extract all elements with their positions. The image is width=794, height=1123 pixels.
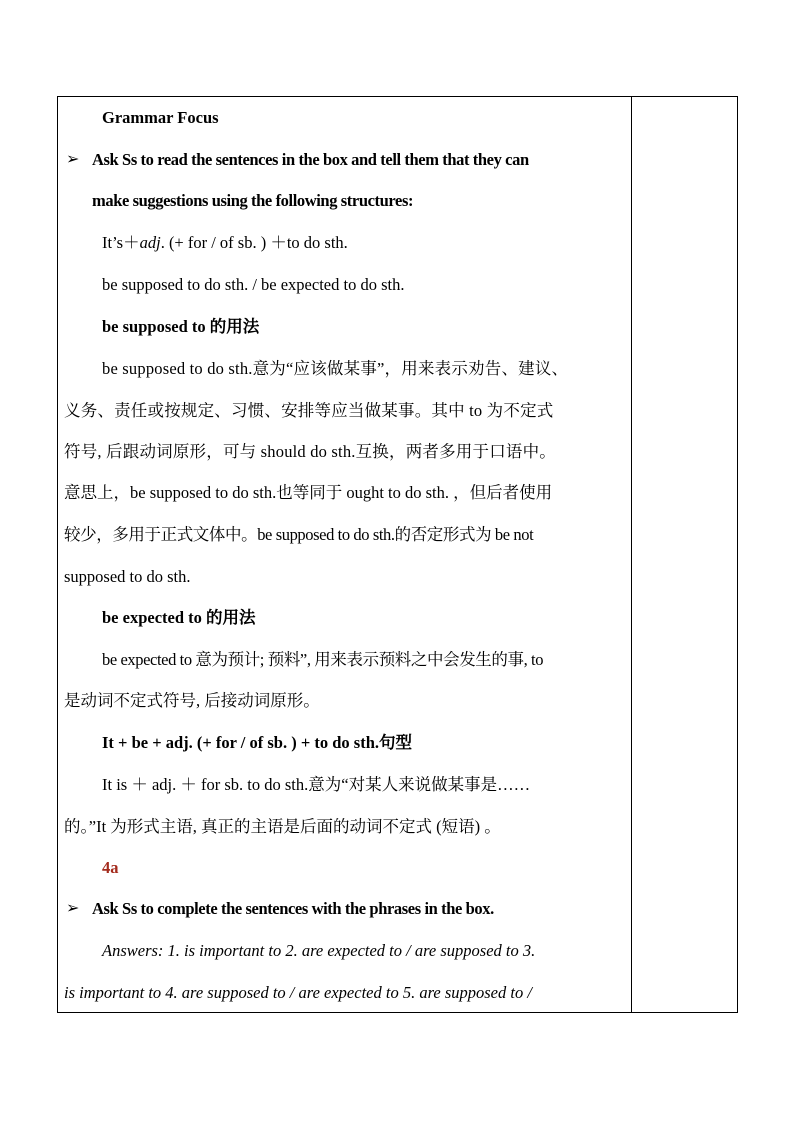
expected-usage-heading: be expected to 的用法 <box>102 608 256 627</box>
answers-line-2: is important to 4. are supposed to / are expected to 5. are supposed to / <box>64 983 532 1002</box>
instruction-4a: Ask Ss to complete the sentences with the phrases in the box. <box>92 899 494 918</box>
it-be-adj-line-1: It is ＋ adj. ＋ for sb. to do sth.意为“对某人来说做某事是…… <box>102 775 531 794</box>
it-be-adj-line-2: 的。”It 为形式主语, 真正的主语是后面的动词不定式 (短语) 。 <box>64 817 501 836</box>
column-divider <box>631 97 632 1012</box>
grammar-focus-heading: Grammar Focus <box>102 108 219 127</box>
supposed-paragraph-line-3: 符号, 后跟动词原形，可与 should do sth.互换，两者多用于口语中。 <box>64 442 557 461</box>
expected-paragraph-line-1: be expected to 意为预计; 预料”, 用来表示预料之中会发生的事, to <box>102 650 544 669</box>
structure-adj: adj <box>139 233 161 252</box>
supposed-paragraph-line-4: 意思上，be supposed to do sth.也等同于 ought to do sth. ，但后者使用 <box>64 483 553 502</box>
instruction-line-2: make suggestions using the following structures: <box>92 191 414 210</box>
it-be-adj-heading: It + be + adj. (+ for / of sb. ) + to do sth.句型 <box>102 733 413 752</box>
structure-line-1 <box>64 233 348 253</box>
expected-paragraph-line-2: 是动词不定式符号, 后接动词原形。 <box>64 691 320 710</box>
lesson-table <box>57 96 738 1013</box>
supposed-paragraph-line-1: be supposed to do sth.意为“应该做某事”，用来表示劝告、建议、 <box>102 359 569 378</box>
arrow-bullet-icon: ➢ <box>66 900 80 917</box>
structure-suffix: . (+ for / of sb. ) ＋to do sth. <box>160 233 348 252</box>
supposed-paragraph-line-6: supposed to do sth. <box>64 567 191 586</box>
structure-prefix: It’s＋ <box>102 233 140 252</box>
instruction-line-1: Ask Ss to read the sentences in the box and tell them that they can <box>92 150 529 169</box>
answers-line-1: Answers: 1. is important to 2. are expected to / are supposed to 3. <box>102 941 536 960</box>
supposed-paragraph-line-5: 较少，多用于正式文体中。be supposed to do sth.的否定形式为 be not <box>64 525 534 544</box>
supposed-paragraph-line-2: 义务、责任或按规定、习惯、安排等应当做某事。其中 to 为不定式 <box>64 401 554 420</box>
supposed-usage-heading: be supposed to 的用法 <box>102 317 260 336</box>
section-4a-heading: 4a <box>102 858 119 877</box>
arrow-bullet-icon: ➢ <box>66 151 80 168</box>
structure-line-2: be supposed to do sth. / be expected to do sth. <box>102 275 405 294</box>
